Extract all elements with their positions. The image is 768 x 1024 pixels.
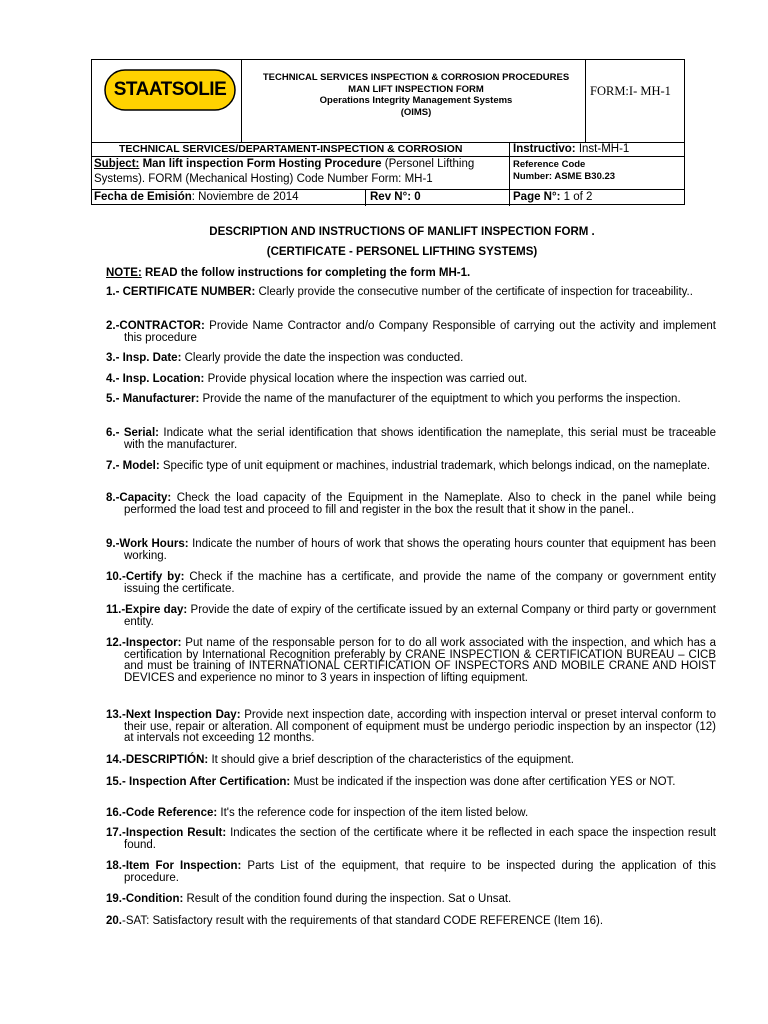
instruction-item [106, 605, 716, 628]
item-label: 4.- Insp. Location: [106, 373, 205, 385]
divider [92, 156, 684, 157]
item-label: 15.- Inspection After Certification: [106, 776, 291, 788]
subject-line-2: Systems). FORM (Mechanical Hosting) Code Number Form: MH-1 [94, 173, 433, 185]
page-field [513, 191, 592, 204]
page-label: Page N°: [513, 191, 561, 203]
instruction-item [106, 710, 716, 745]
document-header [91, 59, 685, 205]
instruction-item [106, 493, 716, 516]
item-text: Indicate the number of hours of work that shows the operating hours counter that equipment has been working. [124, 538, 717, 562]
item-text: Must be indicated if the inspection was done after certification YES or NOT. [290, 776, 676, 788]
fecha-label: Fecha de Emisión [94, 191, 192, 203]
item-text: Parts List of the equipment, that require to be inspected during the application of this procedure. [124, 860, 716, 884]
section-subheading: (CERTIFICATE - PERSONEL LIFTHING SYSTEMS) [266, 246, 538, 258]
item-text: -SAT: Satisfactory result with the requirements of that standard CODE REFERENCE (Item 16). [122, 915, 604, 927]
item-text: It's the reference code for inspection of the item listed below. [217, 807, 529, 819]
instruction-item [106, 916, 716, 928]
instructivo-label: Instructivo: [513, 143, 576, 155]
note-text: READ the follow instructions for completing the form MH-1. [141, 267, 471, 279]
reference-number: Number: ASME B30.23 [513, 171, 616, 182]
instruction-item [106, 461, 716, 473]
title-line: Operations Integrity Management Systems [319, 95, 513, 106]
subject-rest: (Personel Lifthing [381, 158, 475, 170]
instruction-item [106, 353, 716, 365]
item-text: Provide physical location where the inspection was carried out. [204, 373, 528, 385]
item-text: Indicate what the serial identification that shows identification the nameplate, this serial must be traceable with the manufacturer. [124, 427, 716, 451]
header-title [247, 72, 585, 118]
item-label: 3.- Insp. Date: [106, 352, 182, 364]
rev-value: 0 [411, 191, 421, 203]
item-text: Indicates the section of the certificate where it be reflected in each space the inspection result found. [124, 827, 716, 851]
item-label: 19.-Condition: [106, 893, 184, 905]
item-label: 10.-Certify by: [106, 571, 185, 583]
item-label: 12.-Inspector: [106, 637, 182, 649]
department-label: TECHNICAL SERVICES/DEPARTAMENT-INSPECTION & CORROSION [119, 143, 463, 155]
item-label: 8.-Capacity: [106, 492, 172, 504]
form-id: FORM:I- MH-1 [590, 84, 671, 98]
item-label: 6.- Serial: [106, 427, 159, 439]
instruction-item [106, 894, 716, 906]
item-text: Provide the name of the manufacturer of the equiptment to which you performs the inspection. [199, 393, 681, 405]
item-label: 9.-Work Hours: [106, 538, 189, 550]
instruction-item [106, 374, 716, 386]
item-label: 2.-CONTRACTOR: [106, 320, 205, 332]
instruction-item [106, 828, 716, 851]
instruction-item [106, 321, 716, 344]
rev-field [370, 191, 421, 204]
item-text: Provide the date of expiry of the certificate issued by an external Company or third party or government entity. [124, 604, 716, 628]
instruction-item [106, 777, 716, 789]
staatsolie-logo [104, 69, 236, 111]
item-label: 17.-Inspection Result: [106, 827, 227, 839]
divider [365, 189, 366, 206]
instruction-item [106, 755, 716, 767]
item-text: Check if the machine has a certificate, and provide the name of the company or government entity issuing the certificate. [124, 571, 716, 595]
item-label: 16.-Code Reference: [106, 807, 218, 819]
divider [92, 189, 684, 190]
page-value: 1 of 2 [560, 191, 593, 203]
divider [241, 60, 242, 142]
note-label: NOTE: [106, 267, 142, 279]
item-text: Check the load capacity of the Equipment in the Nameplate. Also to check in the panel while being performed the load test and proceed to fill and register in the box the result that it show in the panel.. [124, 492, 716, 516]
item-text: Provide next inspection date, according with inspection interval or preset interval conform to their use, repair or alteration. All component of equipment must be undergo periodic inspection by an inspector (12) at intervals not exceeding 12 months. [124, 709, 716, 744]
item-label: 1.- CERTIFICATE NUMBER: [106, 286, 256, 298]
item-text: Provide Name Contractor and/o Company Responsible of carrying out the activity and implement this procedure [124, 320, 716, 344]
item-text: Clearly provide the date the inspection was conducted. [181, 352, 464, 364]
instruction-item [106, 428, 716, 451]
item-label: 11.-Expire day: [106, 604, 188, 616]
item-text: It should give a brief description of the characteristics of the equipment. [208, 754, 574, 766]
instruction-item [106, 287, 716, 299]
item-label: 5.- Manufacturer: [106, 393, 200, 405]
item-label: 20. [106, 915, 122, 927]
fecha-value: : Noviembre de 2014 [191, 191, 299, 203]
subject-line [94, 158, 474, 171]
rev-label: Rev N°: [370, 191, 412, 203]
divider [509, 189, 510, 206]
item-label: 18.-Item For Inspection: [106, 860, 242, 872]
instruction-item [106, 808, 716, 820]
instruction-item [106, 638, 716, 684]
instruction-item [106, 539, 716, 562]
instruction-item [106, 572, 716, 595]
section-heading: DESCRIPTION AND INSTRUCTIONS OF MANLIFT INSPECTION FORM . [209, 226, 595, 238]
item-text: Specific type of unit equipment or machines, industrial trademark, which belongs indicad, on the nameplate. [159, 460, 711, 472]
item-text: Clearly provide the consecutive number of the certificate of inspection for traceability.. [255, 286, 693, 298]
instruction-item [106, 861, 716, 884]
title-line: MAN LIFT INSPECTION FORM [348, 83, 484, 95]
instructivo-field [513, 143, 629, 156]
title-line: (OIMS) [400, 106, 432, 118]
note-line [106, 267, 698, 280]
logo-text: STAATSOLIE [113, 79, 227, 100]
instruction-item [106, 394, 716, 406]
item-text: Result of the condition found during the inspection. Sat o Unsat. [183, 893, 512, 905]
item-label: 14.-DESCRIPTIÓN: [106, 754, 209, 766]
item-text: Put name of the responsable person for to do all work associated with the inspection, and which has a certification by International Recognition preferably by CRANE INSPECTION & CERTIFICATION BUREAU – CICB and must be training of INTERNATIONAL CERTIFICATION OF INSPECTORS AND MOBILE CRANE AND HOIST DEVICES and experience no minor to 3 years in inspection of lifting equipment. [124, 637, 716, 684]
subject-title: Man lift inspection Form Hosting Procedure [139, 158, 382, 170]
reference-code-label: Reference Code [513, 159, 586, 170]
divider [509, 142, 510, 189]
subject-label: Subject: [94, 158, 140, 170]
item-label: 7.- Model: [106, 460, 160, 472]
fecha-field [94, 191, 299, 204]
instructivo-value: Inst-MH-1 [578, 143, 630, 155]
divider [585, 60, 586, 142]
item-label: 13.-Next Inspection Day: [106, 709, 241, 721]
title-line: TECHNICAL SERVICES INSPECTION & CORROSION PROCEDURES [262, 72, 570, 83]
